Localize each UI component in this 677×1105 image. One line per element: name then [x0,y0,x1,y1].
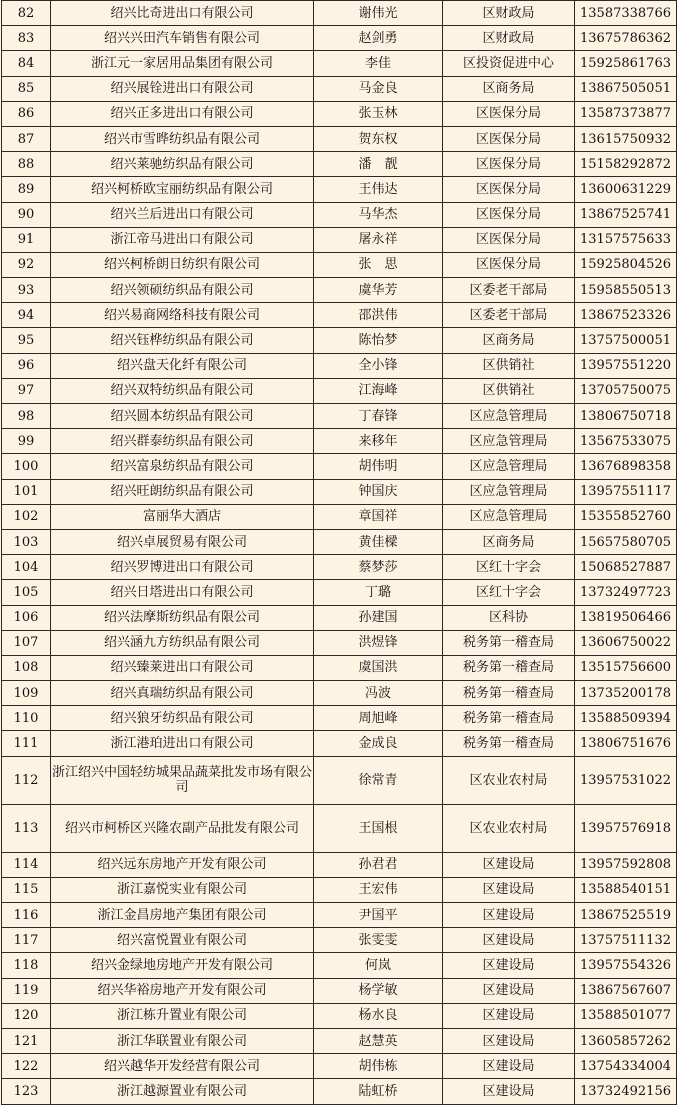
contact-person-cell: 王伟达 [314,177,443,202]
company-name-cell: 浙江金昌房地产集团有限公司 [51,903,314,928]
row-number-cell: 91 [2,227,51,252]
contact-person-cell: 金成良 [314,731,443,756]
phone-number-cell: 13606750022 [575,630,677,655]
table-row [2,429,677,454]
row-number-cell: 83 [2,26,51,51]
department-cell: 区应急管理局 [443,504,575,529]
contact-person-cell: 丁春锋 [314,404,443,429]
company-name-cell: 绍兴易商网络科技有限公司 [51,303,314,328]
company-name-cell: 浙江华联置业有限公司 [51,1028,314,1053]
company-name-cell: 浙江嘉悦实业有限公司 [51,877,314,902]
department-cell: 税务第一稽查局 [443,655,575,680]
contact-person-cell: 杨水良 [314,1003,443,1028]
table-row [2,126,677,151]
company-name-cell: 浙江港珀进出口有限公司 [51,731,314,756]
company-name-cell: 绍兴柯桥欧宝丽纺织品有限公司 [51,177,314,202]
row-number-cell: 99 [2,429,51,454]
row-number-cell: 118 [2,953,51,978]
phone-number-cell: 13735200178 [575,681,677,706]
department-cell: 区应急管理局 [443,404,575,429]
phone-number-cell: 13957551117 [575,479,677,504]
phone-number-cell: 15355852760 [575,504,677,529]
phone-number-cell: 13867567607 [575,978,677,1003]
department-cell: 区医保分局 [443,177,575,202]
phone-number-cell: 13867525519 [575,903,677,928]
phone-number-cell: 13675786362 [575,26,677,51]
phone-number-cell: 15657580705 [575,529,677,554]
department-cell: 区红十字会 [443,555,575,580]
department-cell: 区投资促进中心 [443,51,575,76]
table-row [2,756,677,804]
contact-person-cell: 王国根 [314,804,443,852]
company-name-cell: 绍兴群泰纺织品有限公司 [51,429,314,454]
phone-number-cell: 13157575633 [575,227,677,252]
row-number-cell: 110 [2,706,51,731]
phone-number-cell: 13867525741 [575,202,677,227]
department-cell: 区商务局 [443,328,575,353]
table-row [2,1003,677,1028]
row-number-cell: 116 [2,903,51,928]
table-row [2,978,677,1003]
contact-person-cell: 赵剑勇 [314,26,443,51]
company-name-cell: 绍兴双特纺织品有限公司 [51,378,314,403]
department-cell: 区商务局 [443,76,575,101]
table-row [2,804,677,852]
row-number-cell: 106 [2,605,51,630]
table-row [2,353,677,378]
table-row [2,303,677,328]
table-row [2,378,677,403]
contact-person-cell: 杨学敏 [314,978,443,1003]
table-row [2,1028,677,1053]
row-number-cell: 115 [2,877,51,902]
table-row [2,227,677,252]
contact-person-cell: 陆虹桥 [314,1079,443,1104]
row-number-cell: 86 [2,101,51,126]
contact-person-cell: 虞华芳 [314,278,443,303]
contact-person-cell: 蔡梦莎 [314,555,443,580]
row-number-cell: 105 [2,580,51,605]
phone-number-cell: 13754334004 [575,1054,677,1079]
department-cell: 区应急管理局 [443,479,575,504]
phone-number-cell: 13732492156 [575,1079,677,1104]
contact-person-cell: 全小锋 [314,353,443,378]
department-cell: 区建设局 [443,852,575,877]
department-cell: 税务第一稽查局 [443,731,575,756]
row-number-cell: 84 [2,51,51,76]
phone-number-cell: 13867523326 [575,303,677,328]
contact-person-cell: 屠永祥 [314,227,443,252]
contact-person-cell: 徐常青 [314,756,443,804]
company-name-cell: 绍兴富泉纺织品有限公司 [51,454,314,479]
contact-person-cell: 虞国洪 [314,655,443,680]
department-cell: 区应急管理局 [443,454,575,479]
phone-number-cell: 13732497723 [575,580,677,605]
row-number-cell: 111 [2,731,51,756]
department-cell: 区医保分局 [443,101,575,126]
table-row [2,555,677,580]
phone-number-cell: 13588501077 [575,1003,677,1028]
phone-number-cell: 13806750718 [575,404,677,429]
row-number-cell: 94 [2,303,51,328]
company-name-cell: 绍兴领硕纺织品有限公司 [51,278,314,303]
phone-number-cell: 13757511132 [575,928,677,953]
department-cell: 区财政局 [443,26,575,51]
row-number-cell: 101 [2,479,51,504]
company-name-cell: 浙江帝马进出口有限公司 [51,227,314,252]
contact-person-cell: 谢伟光 [314,1,443,26]
company-name-cell: 绍兴市雪晔纺织品有限公司 [51,126,314,151]
department-cell: 区建设局 [443,877,575,902]
department-cell: 区委老干部局 [443,303,575,328]
table-row [2,454,677,479]
phone-number-cell: 13515756600 [575,655,677,680]
table-row [2,328,677,353]
department-cell: 区农业农村局 [443,804,575,852]
table-row [2,852,677,877]
table-row [2,630,677,655]
row-number-cell: 107 [2,630,51,655]
company-name-cell: 绍兴莱驰纺织品有限公司 [51,152,314,177]
phone-number-cell: 13676898358 [575,454,677,479]
row-number-cell: 85 [2,76,51,101]
contact-person-cell: 王宏伟 [314,877,443,902]
contact-person-cell: 孙建国 [314,605,443,630]
table-row [2,706,677,731]
contact-person-cell: 何岚 [314,953,443,978]
row-number-cell: 123 [2,1079,51,1104]
table-row [2,928,677,953]
row-number-cell: 103 [2,529,51,554]
row-number-cell: 121 [2,1028,51,1053]
table-row [2,252,677,277]
phone-number-cell: 13567533075 [575,429,677,454]
company-name-cell: 绍兴兴田汽车销售有限公司 [51,26,314,51]
row-number-cell: 112 [2,756,51,804]
department-cell: 区建设局 [443,903,575,928]
phone-number-cell: 13587338766 [575,1,677,26]
contact-person-cell: 来移年 [314,429,443,454]
table-row [2,529,677,554]
phone-number-cell: 13588540151 [575,877,677,902]
table-row [2,731,677,756]
company-name-cell: 浙江栋升置业有限公司 [51,1003,314,1028]
department-cell: 税务第一稽查局 [443,706,575,731]
contact-person-cell: 孙君君 [314,852,443,877]
company-name-cell: 绍兴远东房地产开发有限公司 [51,852,314,877]
table-row [2,404,677,429]
department-cell: 区医保分局 [443,126,575,151]
department-cell: 区红十字会 [443,580,575,605]
table-row [2,479,677,504]
table-row [2,177,677,202]
row-number-cell: 120 [2,1003,51,1028]
company-name-cell: 绍兴圆本纺织品有限公司 [51,404,314,429]
row-number-cell: 96 [2,353,51,378]
contact-person-cell: 胡伟明 [314,454,443,479]
row-number-cell: 100 [2,454,51,479]
contact-person-cell: 张 思 [314,252,443,277]
phone-number-cell: 13600631229 [575,177,677,202]
contact-person-cell: 陈怡梦 [314,328,443,353]
row-number-cell: 82 [2,1,51,26]
table-row [2,76,677,101]
department-cell: 区商务局 [443,529,575,554]
table-row [2,202,677,227]
table-row [2,152,677,177]
contact-person-cell: 江海峰 [314,378,443,403]
contact-person-cell: 黄佳樑 [314,529,443,554]
phone-number-cell: 13615750932 [575,126,677,151]
contact-person-cell: 马金良 [314,76,443,101]
row-number-cell: 119 [2,978,51,1003]
contact-person-cell: 钟国庆 [314,479,443,504]
phone-number-cell: 13605857262 [575,1028,677,1053]
department-cell: 区供销社 [443,378,575,403]
phone-number-cell: 13957551220 [575,353,677,378]
phone-number-cell: 13588509394 [575,706,677,731]
department-cell: 区科协 [443,605,575,630]
table-row [2,605,677,630]
department-cell: 区建设局 [443,928,575,953]
table-row [2,903,677,928]
company-name-cell: 绍兴钰桦纺织品有限公司 [51,328,314,353]
phone-number-cell: 13957554326 [575,953,677,978]
phone-number-cell: 15068527887 [575,555,677,580]
contact-person-cell: 潘 靓 [314,152,443,177]
contact-person-cell: 李佳 [314,51,443,76]
phone-number-cell: 15958550513 [575,278,677,303]
contact-person-cell: 洪煜锋 [314,630,443,655]
table-row [2,1079,677,1104]
row-number-cell: 102 [2,504,51,529]
contact-person-cell: 马华杰 [314,202,443,227]
department-cell: 区财政局 [443,1,575,26]
table-row [2,278,677,303]
company-name-cell: 绍兴富悦置业有限公司 [51,928,314,953]
row-number-cell: 89 [2,177,51,202]
row-number-cell: 92 [2,252,51,277]
contact-person-cell: 丁璐 [314,580,443,605]
contact-person-cell: 邵洪伟 [314,303,443,328]
phone-number-cell: 15925804526 [575,252,677,277]
department-cell: 区应急管理局 [443,429,575,454]
phone-number-cell: 13819506466 [575,605,677,630]
table-row [2,1054,677,1079]
department-cell: 区建设局 [443,1079,575,1104]
table-row [2,101,677,126]
company-name-cell: 绍兴金绿地房地产开发有限公司 [51,953,314,978]
department-cell: 区建设局 [443,1054,575,1079]
company-name-cell: 绍兴法摩斯纺织品有限公司 [51,605,314,630]
department-cell: 区医保分局 [443,227,575,252]
department-cell: 区农业农村局 [443,756,575,804]
table-row [2,681,677,706]
company-name-cell: 浙江元一家居用品集团有限公司 [51,51,314,76]
company-name-cell: 绍兴罗博进出口有限公司 [51,555,314,580]
table-row [2,51,677,76]
company-name-cell: 绍兴涵九方纺织品有限公司 [51,630,314,655]
company-name-cell: 富丽华大酒店 [51,504,314,529]
company-name-cell: 浙江越源置业有限公司 [51,1079,314,1104]
phone-number-cell: 13867505051 [575,76,677,101]
table-row [2,877,677,902]
table-row [2,504,677,529]
company-name-cell: 绍兴市柯桥区兴隆农副产品批发有限公司 [51,804,314,852]
department-cell: 税务第一稽查局 [443,630,575,655]
row-number-cell: 93 [2,278,51,303]
department-cell: 区供销社 [443,353,575,378]
contact-person-cell: 冯波 [314,681,443,706]
contact-person-cell: 尹国平 [314,903,443,928]
company-name-cell: 绍兴旺朗纺织品有限公司 [51,479,314,504]
department-cell: 区医保分局 [443,202,575,227]
department-cell: 区委老干部局 [443,278,575,303]
table-row [2,26,677,51]
contact-person-cell: 胡伟栋 [314,1054,443,1079]
row-number-cell: 87 [2,126,51,151]
company-name-cell: 绍兴臻莱进出口有限公司 [51,655,314,680]
table-row [2,580,677,605]
row-number-cell: 104 [2,555,51,580]
contact-person-cell: 张玉林 [314,101,443,126]
row-number-cell: 95 [2,328,51,353]
company-name-cell: 绍兴兰后进出口有限公司 [51,202,314,227]
department-cell: 区建设局 [443,978,575,1003]
table-row [2,655,677,680]
row-number-cell: 109 [2,681,51,706]
phone-number-cell: 13957576918 [575,804,677,852]
department-cell: 区建设局 [443,1028,575,1053]
phone-number-cell: 13705750075 [575,378,677,403]
company-name-cell: 绍兴正多进出口有限公司 [51,101,314,126]
row-number-cell: 90 [2,202,51,227]
department-cell: 区建设局 [443,953,575,978]
company-name-cell: 绍兴越华开发经营有限公司 [51,1054,314,1079]
company-contact-table [1,0,677,1105]
company-name-cell: 绍兴卓展贸易有限公司 [51,529,314,554]
contact-person-cell: 周旭峰 [314,706,443,731]
phone-number-cell: 15925861763 [575,51,677,76]
row-number-cell: 108 [2,655,51,680]
company-name-cell: 绍兴真瑞纺织品有限公司 [51,681,314,706]
row-number-cell: 113 [2,804,51,852]
company-name-cell: 绍兴华裕房地产开发有限公司 [51,978,314,1003]
contact-person-cell: 赵慧英 [314,1028,443,1053]
table-row [2,953,677,978]
phone-number-cell: 13806751676 [575,731,677,756]
phone-number-cell: 13587373877 [575,101,677,126]
department-cell: 区建设局 [443,1003,575,1028]
contact-person-cell: 章国祥 [314,504,443,529]
company-name-cell: 绍兴比奇进出口有限公司 [51,1,314,26]
phone-number-cell: 13757500051 [575,328,677,353]
phone-number-cell: 15158292872 [575,152,677,177]
row-number-cell: 117 [2,928,51,953]
department-cell: 区医保分局 [443,152,575,177]
company-name-cell: 浙江绍兴中国轻纺城果品蔬菜批发市场有限公司 [51,756,314,804]
company-name-cell: 绍兴狼牙纺织品有限公司 [51,706,314,731]
row-number-cell: 97 [2,378,51,403]
company-name-cell: 绍兴日塔进出口有限公司 [51,580,314,605]
department-cell: 区医保分局 [443,252,575,277]
phone-number-cell: 13957592808 [575,852,677,877]
row-number-cell: 122 [2,1054,51,1079]
contact-person-cell: 张雯雯 [314,928,443,953]
table-row [2,1,677,26]
row-number-cell: 114 [2,852,51,877]
row-number-cell: 98 [2,404,51,429]
table-body [2,1,677,1105]
phone-number-cell: 13957531022 [575,756,677,804]
company-name-cell: 绍兴盘天化纤有限公司 [51,353,314,378]
department-cell: 税务第一稽查局 [443,681,575,706]
company-name-cell: 绍兴柯桥朗日纺织有限公司 [51,252,314,277]
company-name-cell: 绍兴展铨进出口有限公司 [51,76,314,101]
row-number-cell: 88 [2,152,51,177]
contact-person-cell: 贺东权 [314,126,443,151]
